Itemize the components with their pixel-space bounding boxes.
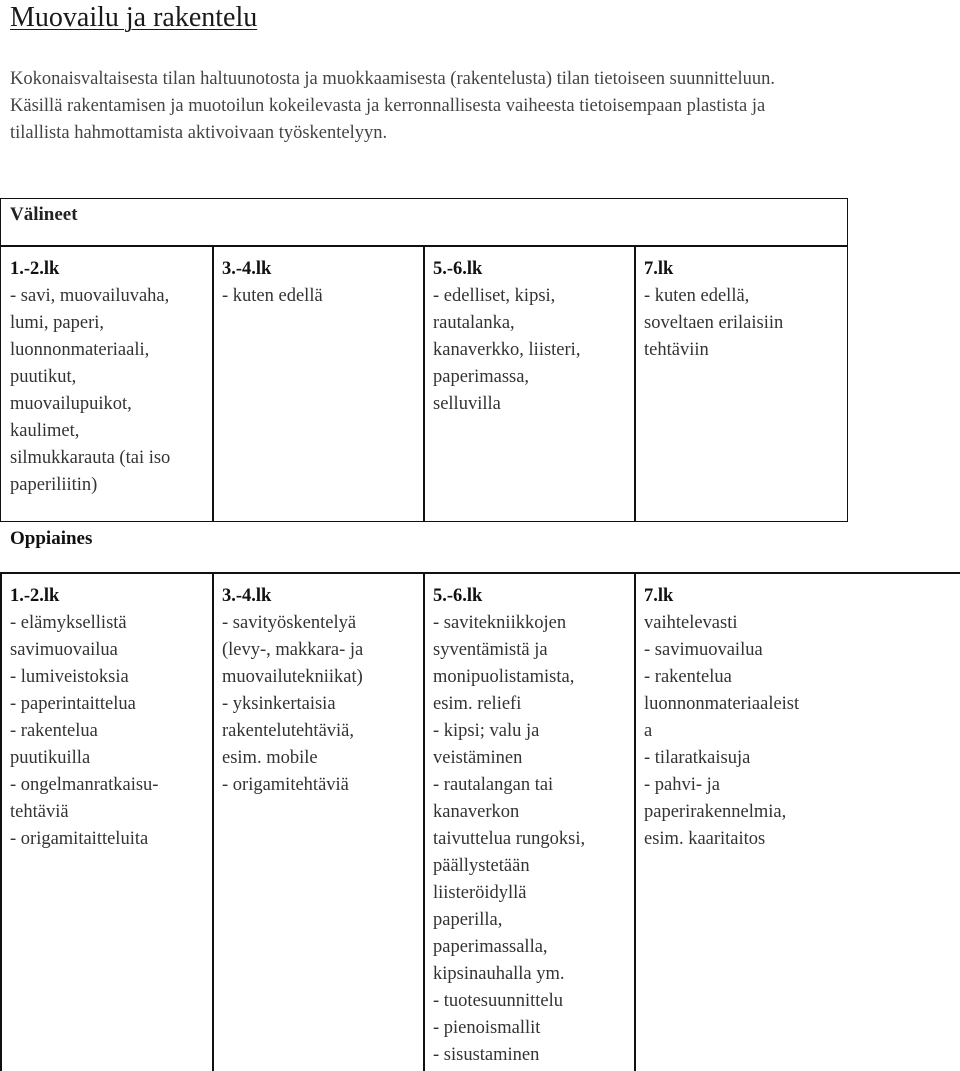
intro-line: tilallista hahmottamista aktivoivaan työskentelyyn. xyxy=(10,123,388,143)
column-divider xyxy=(0,572,2,1071)
item-line: - origamitaitteluita xyxy=(10,829,149,849)
item-line: lumi, paperi, xyxy=(10,313,105,333)
item-line: - rakentelua xyxy=(644,667,732,687)
item-line: veistäminen xyxy=(433,748,523,768)
item-line: esim. kaaritaitos xyxy=(644,829,766,849)
item-line: esim. mobile xyxy=(222,748,318,768)
item-line: - savimuovailua xyxy=(644,640,763,660)
item-line: tehtäviä xyxy=(10,802,69,822)
item-line: - edelliset, kipsi, xyxy=(433,286,556,306)
item-line: puutikuilla xyxy=(10,748,91,768)
item-line: - savitekniikkojen xyxy=(433,613,567,633)
item-line: syventämistä ja xyxy=(433,640,548,660)
grade-label: 1.-2.lk xyxy=(10,259,60,279)
item-line: - rakentelua xyxy=(10,721,98,741)
item-line: - savi, muovailuvaha, xyxy=(10,286,170,306)
item-line: - ongelmanratkaisu- xyxy=(10,775,159,795)
item-line: - paperintaittelua xyxy=(10,694,136,714)
item-line: savimuovailua xyxy=(10,640,118,660)
oppiaines-col-4 xyxy=(644,583,799,853)
section-divider xyxy=(0,572,960,574)
column-divider xyxy=(634,572,636,1071)
item-line: selluvilla xyxy=(433,394,501,414)
item-line: kanaverkko, liisteri, xyxy=(433,340,581,360)
item-line: kipsinauhalla ym. xyxy=(433,964,565,984)
item-line: (levy-, makkara- ja xyxy=(222,640,364,660)
oppiaines-col-3 xyxy=(433,583,585,1069)
page-title: Muovailu ja rakentelu xyxy=(10,2,258,33)
grade-label: 3.-4.lk xyxy=(222,586,272,606)
item-line: - kuten edellä, xyxy=(644,286,750,306)
column-divider xyxy=(212,572,214,1071)
item-line: kaulimet, xyxy=(10,421,80,441)
item-line: - kuten edellä xyxy=(222,286,323,306)
valineet-heading: Välineet xyxy=(10,204,78,225)
item-line: kanaverkon xyxy=(433,802,520,822)
oppiaines-heading: Oppiaines xyxy=(10,528,93,549)
valineet-heading-box xyxy=(0,198,848,246)
item-line: rakentelutehtäviä, xyxy=(222,721,355,741)
item-line: - elämyksellistä xyxy=(10,613,127,633)
grade-label: 3.-4.lk xyxy=(222,259,272,279)
grade-label: 7.lk xyxy=(644,259,674,279)
item-line: - savityöskentelyä xyxy=(222,613,357,633)
valineet-col-4 xyxy=(644,256,783,364)
item-line: soveltaen erilaisiin xyxy=(644,313,784,333)
column-divider xyxy=(212,246,214,522)
column-divider xyxy=(634,246,636,522)
item-line: esim. reliefi xyxy=(433,694,522,714)
item-line: silmukkarauta (tai iso xyxy=(10,448,171,468)
item-line: a xyxy=(644,721,653,741)
item-line: paperimassa, xyxy=(433,367,530,387)
item-line: - pahvi- ja xyxy=(644,775,721,795)
grade-label: 5.-6.lk xyxy=(433,259,483,279)
item-line: päällystetään xyxy=(433,856,530,876)
item-line: puutikut, xyxy=(10,367,77,387)
item-line: - tilaratkaisuja xyxy=(644,748,751,768)
column-divider xyxy=(423,246,425,522)
item-line: - rautalangan tai xyxy=(433,775,554,795)
grade-label: 7.lk xyxy=(644,586,674,606)
item-line: - lumiveistoksia xyxy=(10,667,129,687)
item-line: muovailupuikot, xyxy=(10,394,132,414)
item-line: tehtäviin xyxy=(644,340,709,360)
item-line: taivuttelua rungoksi, xyxy=(433,829,586,849)
valineet-col-2 xyxy=(222,256,323,310)
item-line: - kipsi; valu ja xyxy=(433,721,540,741)
item-line: paperilla, xyxy=(433,910,503,930)
grade-label: 5.-6.lk xyxy=(433,586,483,606)
item-line: paperimassalla, xyxy=(433,937,548,957)
oppiaines-col-2 xyxy=(222,583,363,799)
item-line: paperirakennelmia, xyxy=(644,802,787,822)
column-divider xyxy=(423,572,425,1071)
item-line: - yksinkertaisia xyxy=(222,694,336,714)
item-line: vaihtelevasti xyxy=(644,613,738,633)
grade-label: 1.-2.lk xyxy=(10,586,60,606)
item-line: - tuotesuunnittelu xyxy=(433,991,563,1011)
item-line: rautalanka, xyxy=(433,313,515,333)
item-line: monipuolistamista, xyxy=(433,667,575,687)
item-line: - sisustaminen xyxy=(433,1045,540,1065)
item-line: paperiliitin) xyxy=(10,475,98,495)
item-line: - origamitehtäviä xyxy=(222,775,349,795)
item-line: luonnonmateriaali, xyxy=(10,340,150,360)
item-line: liisteröidyllä xyxy=(433,883,527,903)
intro-line: Käsillä rakentamisen ja muotoilun kokeilevasta ja kerronnallisesta vaiheesta tietoisempaan plastista ja xyxy=(10,96,766,116)
intro-paragraph xyxy=(10,66,955,147)
oppiaines-col-1 xyxy=(10,583,158,853)
item-line: luonnonmateriaaleist xyxy=(644,694,800,714)
item-line: muovailutekniikat) xyxy=(222,667,363,687)
item-line: - pienoismallit xyxy=(433,1018,541,1038)
valineet-col-3 xyxy=(433,256,580,418)
valineet-col-1 xyxy=(10,256,170,499)
intro-line: Kokonaisvaltaisesta tilan haltuunotosta ja muokkaamisesta (rakentelusta) tilan tietoiseen suunnitteluun. xyxy=(10,69,775,89)
